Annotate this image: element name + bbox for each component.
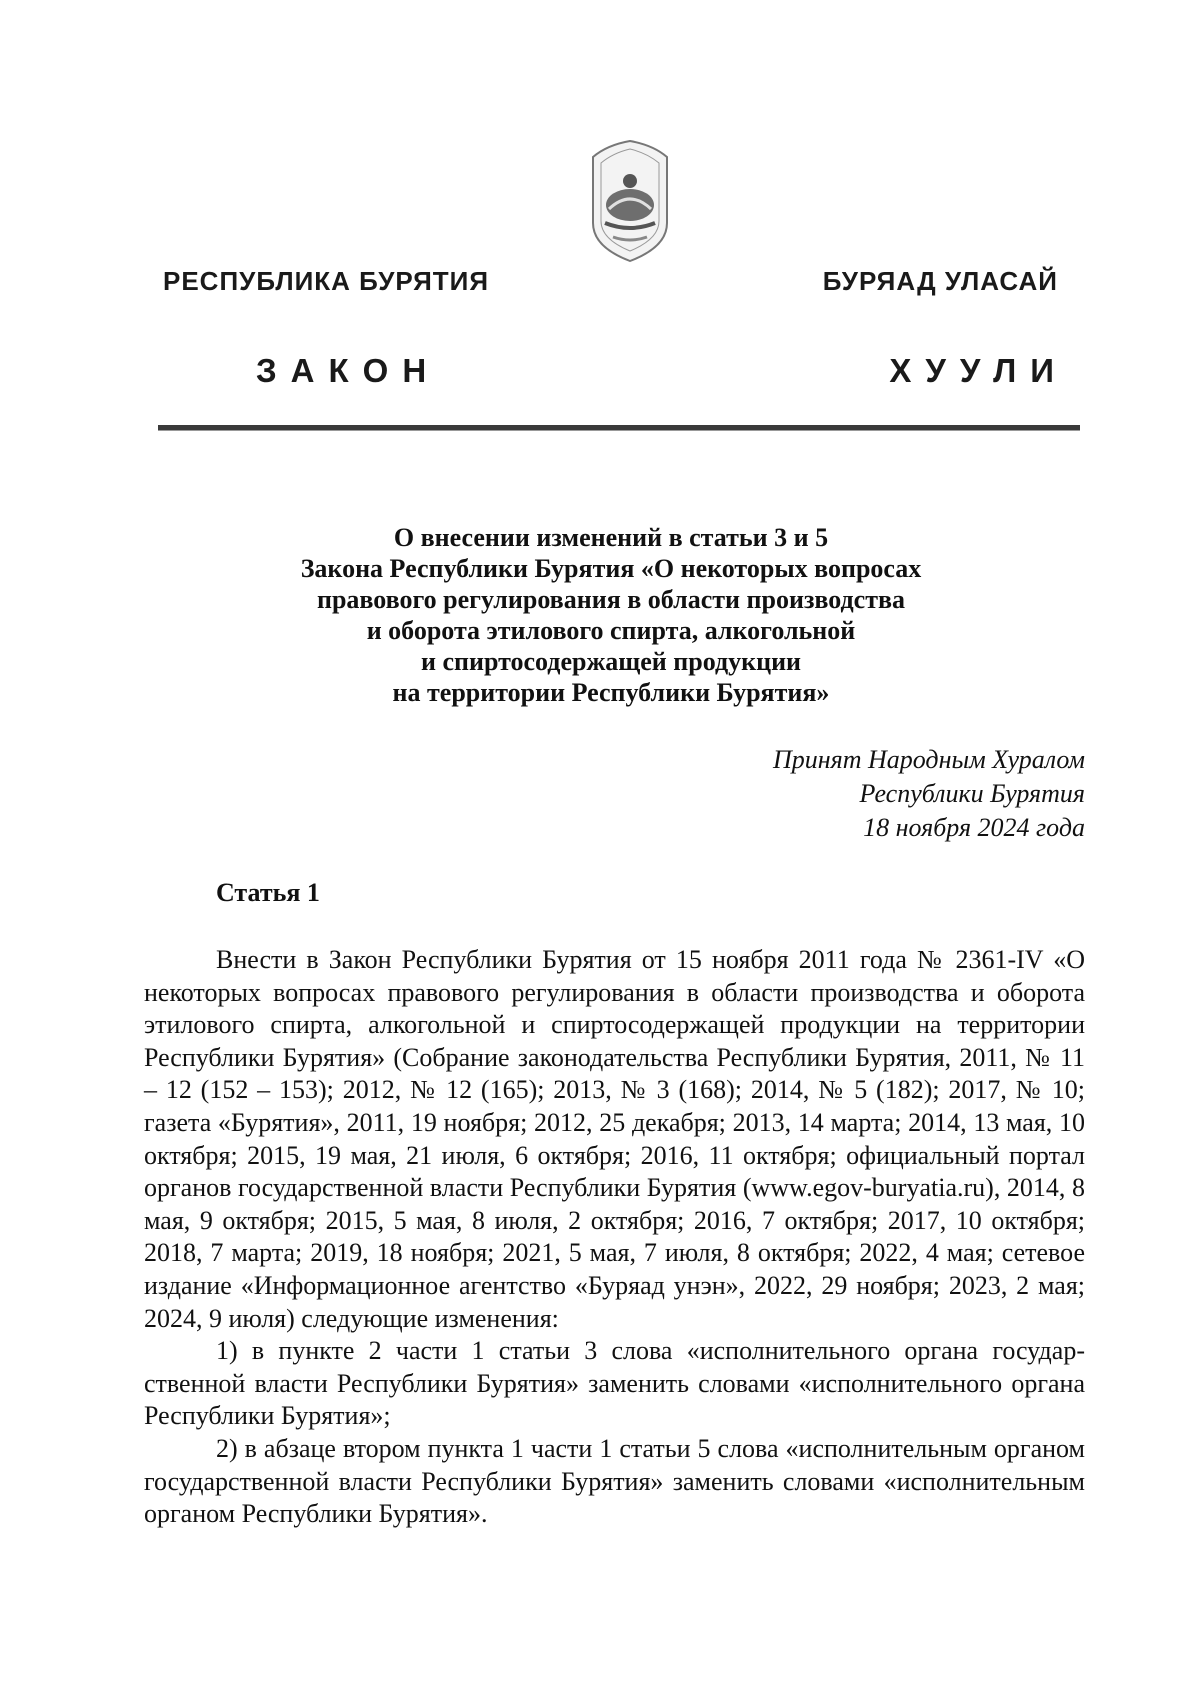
- republic-name-buryat: БУРЯАД УЛАСАЙ: [822, 266, 1058, 296]
- law-title-line: правового регулирования в области производства: [316, 585, 906, 614]
- law-title-line: Закона Республики Бурятия «О некоторых вопросах: [300, 554, 922, 583]
- law-title-line: О внесении изменений в статьи 3 и 5: [393, 523, 829, 552]
- article-item-1: 1) в пункте 2 части 1 статьи 3 слова «исполнительного органа государственной власти Республики Бурятия» заменить словами «исполнительного органа Республики Бурятия»;: [144, 1336, 1085, 1431]
- adoption-note-line: Принят Народным Хуралом: [772, 745, 1085, 774]
- law-title-line: и оборота этилового спирта, алкогольной: [366, 616, 856, 645]
- law-title: [150, 522, 1072, 708]
- article-intro-paragraph: Внести в Закон Республики Бурятия от 15 ноября 2011 года № 2361-IV «О некоторых вопросах правового регулирования в области производства и оборота этилового спирта, алкогольной и спиртосодержащей продукции на территории Республики Бурятия» (Собрание законодательства Республики Бурятия, 2011, № 11 – 12 (152 – 153); 2012, № 12 (165); 2013, № 3 (168); 2014, № 5 (182); 2017, № 10; газета «Бурятия», 2011, 19 ноября; 2012, 25 декабря; 2013, 14 марта; 2014, 13 мая, 10 октября; 2015, 19 мая, 21 июля, 6 октября; 2016, 11 октября; официальный портал органов государственной власти Республики Бурятия (www.egov-buryatia.ru), 2014, 8 мая, 9 октября; 2015, 5 мая, 8 июля, 2 октября; 2016, 7 октября; 2017, 10 октября; 2018, 7 марта; 2019, 18 ноября; 2021, 5 мая, 7 июля, 8 октября; 2022, 4 мая; сетевое издание «Информационное агентство «Буряад унэн», 2022, 29 ноября; 2023, 2 мая; 2024, 9 июля) следующие изменения:: [144, 945, 1085, 1333]
- law-label-buryat: ХУУЛИ: [889, 352, 1068, 389]
- republic-name-russian: РЕСПУБЛИКА БУРЯТИЯ: [163, 266, 490, 296]
- law-title-line: на территории Республики Бурятия»: [392, 678, 830, 707]
- article-body: [144, 944, 1085, 1531]
- header-divider: [158, 425, 1080, 431]
- adoption-note: [773, 743, 1085, 845]
- coat-of-arms-icon: [587, 139, 673, 265]
- adoption-note-line: 18 ноября 2024 года: [863, 813, 1085, 842]
- law-title-line: и спиртосодержащей продукции: [420, 647, 802, 676]
- article-heading: Статья 1: [216, 878, 320, 907]
- adoption-note-line: Республики Бурятия: [859, 779, 1085, 808]
- article-item-2: 2) в абзаце втором пункта 1 части 1 статьи 5 слова «исполнительным органом государственной власти Республики Бурятия» заменить словами «исполнительным органом Республики Бурятия».: [144, 1433, 1085, 1529]
- law-label-russian: ЗАКОН: [256, 352, 441, 389]
